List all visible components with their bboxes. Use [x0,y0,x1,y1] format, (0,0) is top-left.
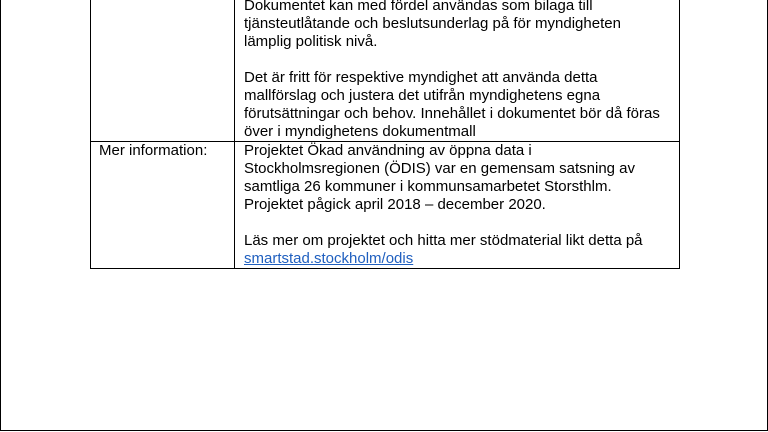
project-paragraph [244,142,675,214]
project-link[interactable]: smartstad.stockholm/odis [244,250,414,267]
paragraph-gap [244,214,675,232]
text-line: Stockholmsregionen (ÖDIS) var en gemensam satsning av [244,160,636,177]
row-content-usage [235,0,680,142]
text-line: över i myndighetens dokumentmall [244,123,476,140]
info-table [90,0,680,269]
text-line: lämplig politisk nivå. [244,33,378,50]
text-line: Dokumentet kan med fördel användas som bilaga till [244,0,593,14]
usage-paragraph-2 [244,69,675,141]
row-content-more-info [235,142,680,269]
table-row-more-info [91,142,680,269]
paragraph-gap [244,51,675,69]
read-more-paragraph [244,232,675,268]
usage-paragraph-1 [244,0,675,51]
text-line: Läs mer om projektet och hitta mer stödmaterial likt detta på [244,232,643,249]
text-line: Det är fritt för respektive myndighet att använda detta [244,69,598,86]
text-line: förutsättningar och behov. Innehållet i dokumentet bör då föras [244,105,660,122]
text-line: mallförslag och justera det utifrån myndighetens egna [244,87,601,104]
text-line: samtliga 26 kommuner i kommunsamarbetet Storsthlm. [244,178,612,195]
row-label-usage [91,0,235,142]
table-row-usage [91,0,680,142]
row-label-more-info: Mer information: [91,142,235,269]
text-line: Projektet pågick april 2018 – december 2020. [244,196,546,213]
text-line: Projektet Ökad användning av öppna data i [244,142,532,159]
text-line: tjänsteutlåtande och beslutsunderlag på för myndigheten [244,15,621,32]
